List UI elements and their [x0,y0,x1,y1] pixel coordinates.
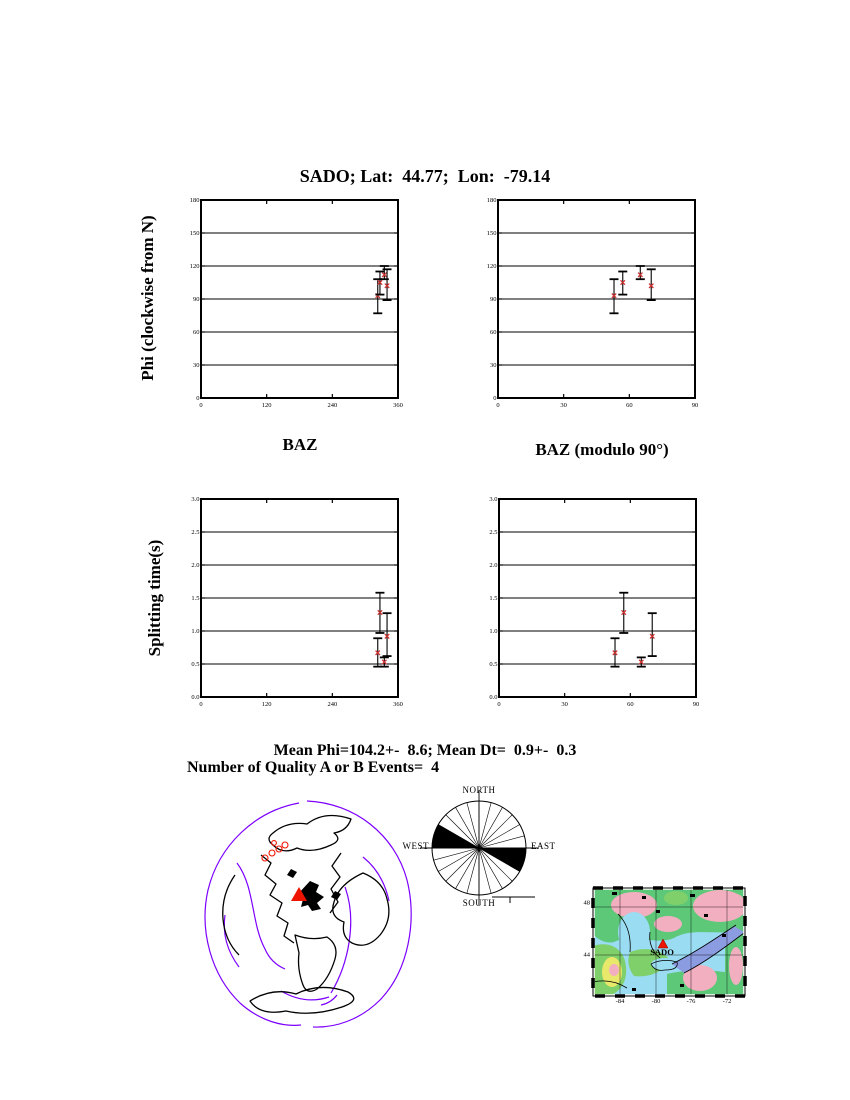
svg-text:90: 90 [490,296,497,304]
x-axis-label-baz-mod90: BAZ (modulo 90°) [535,440,669,459]
compass-north-label: NORTH [462,785,496,795]
svg-text:30: 30 [560,402,567,409]
coastlines [223,815,389,1013]
svg-text:90: 90 [691,402,699,409]
svg-text:120: 120 [486,263,497,271]
compass-east-label: EAST [531,841,556,851]
compass-west-label: WEST [402,841,429,851]
grid-lines [499,532,696,664]
svg-text:0: 0 [199,402,203,409]
svg-text:30: 30 [561,701,568,708]
svg-text:0: 0 [496,402,500,409]
svg-text:0.5: 0.5 [489,661,498,669]
rose-scale-bar [492,897,535,903]
rose-diagram [395,785,570,917]
plate-boundaries [205,801,411,1027]
svg-text:0: 0 [493,395,497,403]
svg-text:0.0: 0.0 [489,694,498,702]
axis-tick-labels [487,197,699,409]
error-bars [373,266,391,313]
svg-text:240: 240 [327,701,338,708]
axis-tick-labels [191,496,403,708]
axis-tick-labels [190,197,403,409]
svg-text:2.5: 2.5 [191,529,200,537]
svg-text:90: 90 [692,701,700,708]
svg-text:1.5: 1.5 [191,595,200,603]
svg-text:0: 0 [196,395,200,403]
svg-text:0.5: 0.5 [191,661,200,669]
event-count-text: Number of Quality A or B Events= 4 [187,759,440,776]
map-lat-label-44: 44 [583,951,590,959]
page-title: SADO; Lat: 44.77; Lon: -79.14 [299,166,551,186]
map-lon-label-84: -84 [615,998,625,1005]
svg-text:150: 150 [486,230,497,238]
map-station-label: SADO [650,947,674,957]
map-lon-label-80: -80 [651,998,661,1005]
grid-lines [498,233,695,365]
axis-tick-labels [489,496,699,708]
svg-text:3.0: 3.0 [191,496,200,504]
svg-text:120: 120 [261,701,272,708]
svg-text:180: 180 [189,197,200,205]
grid-lines [201,233,398,365]
grid-lines [201,532,398,664]
chart-dt-vs-baz [185,493,421,717]
svg-text:120: 120 [261,402,272,409]
svg-text:2.0: 2.0 [191,562,200,570]
svg-text:2.5: 2.5 [489,529,498,537]
svg-text:3.0: 3.0 [489,496,498,504]
chart-dt-vs-baz-mod90 [483,493,719,717]
svg-text:0: 0 [199,701,203,708]
y-axis-label-phi: Phi (clockwise from N) [138,215,157,381]
svg-text:0.0: 0.0 [191,694,200,702]
svg-text:90: 90 [193,296,200,304]
y-axis-label-splitting-time: Splitting time(s) [145,539,164,657]
svg-text:1.5: 1.5 [489,595,498,603]
svg-text:60: 60 [626,402,633,409]
globe-map [195,795,420,1035]
svg-text:60: 60 [193,329,200,337]
error-bars [611,593,657,667]
mean-values-text: Mean Phi=104.2+- 8.6; Mean Dt= 0.9+- 0.3 [273,742,577,759]
svg-text:1.0: 1.0 [489,628,498,636]
svg-text:150: 150 [189,230,200,238]
map-lat-label-48: 48 [583,899,590,907]
svg-text:0: 0 [497,701,501,708]
error-bars [610,266,656,313]
svg-text:240: 240 [327,402,338,409]
x-axis-label-baz: BAZ [282,435,318,454]
svg-text:60: 60 [627,701,634,708]
svg-text:180: 180 [486,197,497,205]
svg-text:1.0: 1.0 [191,628,200,636]
svg-text:30: 30 [490,362,497,370]
svg-text:360: 360 [393,701,403,708]
svg-text:120: 120 [189,263,200,271]
error-bars [373,593,391,667]
svg-text:360: 360 [393,402,403,409]
chart-phi-vs-baz [185,194,421,418]
compass-south-label: SOUTH [462,898,496,908]
svg-text:2.0: 2.0 [489,562,498,570]
svg-text:60: 60 [490,329,497,337]
map-lon-label-76: -76 [686,998,696,1005]
station-map [572,884,750,1016]
chart-phi-vs-baz-mod90 [482,194,718,418]
svg-text:30: 30 [193,362,200,370]
map-lon-label-72: -72 [722,998,732,1005]
